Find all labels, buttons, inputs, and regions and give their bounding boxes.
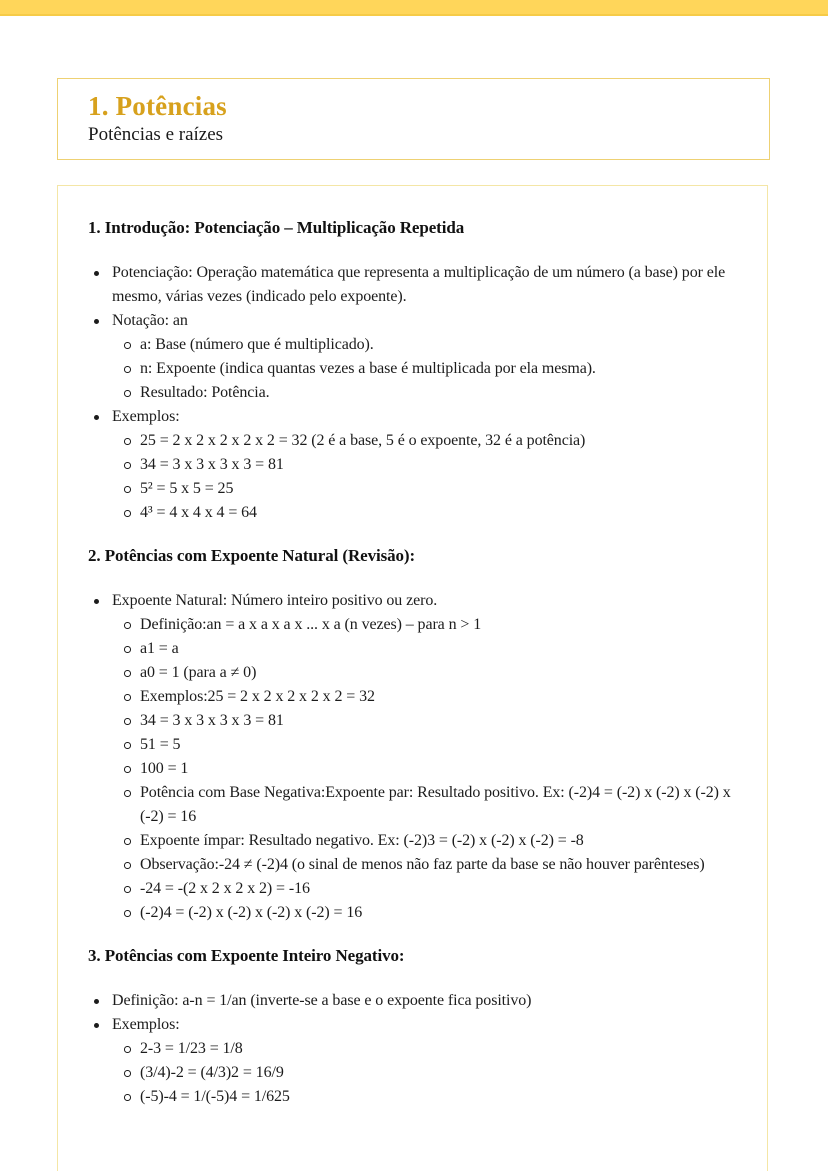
page-title: 1. Potências [88, 91, 227, 121]
list-item [88, 853, 737, 877]
list-item [88, 637, 737, 661]
section-heading: 1. Introdução: Potenciação – Multiplicação Repetida [88, 218, 465, 237]
list-item-text: (-5)-4 = 1/(-5)4 = 1/625 [140, 1088, 290, 1105]
list-item [88, 757, 737, 781]
list-item [88, 613, 737, 637]
list-item-text: Potenciação: Operação matemática que representa a multiplicação de um número (a base) por ele mesmo, várias vezes (indicado pelo expoente). [112, 264, 726, 305]
list-item-text: Observação:-24 ≠ (-2)4 (o sinal de menos não faz parte da base se não houver parênteses) [140, 856, 705, 873]
list-item-text: a0 = 1 (para a ≠ 0) [140, 664, 257, 681]
list-item [88, 989, 737, 1013]
list-item-text: Definição: a-n = 1/an (inverte-se a base e o expoente fica positivo) [112, 992, 532, 1009]
list-item-text: a: Base (número que é multiplicado). [140, 336, 374, 353]
list-item-text: Resultado: Potência. [140, 384, 270, 401]
list-item-text: 100 = 1 [140, 760, 189, 777]
section-list [88, 261, 737, 525]
list-item-text: 2-3 = 1/23 = 1/8 [140, 1040, 243, 1057]
list-item [88, 877, 737, 901]
list-item-text: Exemplos: [112, 408, 180, 425]
list-item [88, 381, 737, 405]
list-item [88, 901, 737, 925]
list-item [88, 477, 737, 501]
list-item-text: -24 = -(2 x 2 x 2 x 2) = -16 [140, 880, 310, 897]
list-item [88, 829, 737, 853]
top-accent-bar [0, 0, 828, 16]
section-list [88, 589, 737, 925]
list-item-text: Potência com Base Negativa:Expoente par: Resultado positivo. Ex: (-2)4 = (-2) x (-2) x (-2) x (-2) = 16 [140, 784, 731, 825]
list-item-text: Definição:an = a x a x a x ... x a (n vezes) – para n > 1 [140, 616, 482, 633]
list-item [88, 1037, 737, 1061]
list-item [88, 709, 737, 733]
list-item [88, 357, 737, 381]
list-item-text: (3/4)-2 = (4/3)2 = 16/9 [140, 1064, 284, 1081]
list-item [88, 309, 737, 333]
list-item [88, 685, 737, 709]
list-item-text: 51 = 5 [140, 736, 181, 753]
list-item [88, 733, 737, 757]
list-item-text: 34 = 3 x 3 x 3 x 3 = 81 [140, 712, 284, 729]
list-item-text: a1 = a [140, 640, 179, 657]
list-item [88, 261, 737, 309]
list-item-text: Exemplos:25 = 2 x 2 x 2 x 2 x 2 = 32 [140, 688, 375, 705]
list-item [88, 453, 737, 477]
list-item-text: 5² = 5 x 5 = 25 [140, 480, 234, 497]
list-item-text: 4³ = 4 x 4 x 4 = 64 [140, 504, 257, 521]
list-item [88, 405, 737, 429]
section-heading: 3. Potências com Expoente Inteiro Negativo: [88, 946, 405, 965]
page-subtitle: Potências e raízes [88, 124, 224, 145]
list-item-text: 34 = 3 x 3 x 3 x 3 = 81 [140, 456, 284, 473]
list-item-text: Expoente ímpar: Resultado negativo. Ex: (-2)3 = (-2) x (-2) x (-2) = -8 [140, 832, 584, 849]
section-list [88, 989, 737, 1109]
list-item [88, 429, 737, 453]
list-item [88, 1013, 737, 1037]
list-item [88, 781, 737, 829]
list-item-text: Notação: an [112, 312, 188, 329]
list-item-text: (-2)4 = (-2) x (-2) x (-2) x (-2) = 16 [140, 904, 363, 921]
list-item [88, 589, 737, 613]
section-heading: 2. Potências com Expoente Natural (Revisão): [88, 546, 416, 565]
list-item [88, 333, 737, 357]
list-item [88, 1061, 737, 1085]
title-card [57, 78, 770, 160]
list-item [88, 661, 737, 685]
content-card [57, 185, 768, 1171]
list-item [88, 1085, 737, 1109]
list-item-text: Expoente Natural: Número inteiro positivo ou zero. [112, 592, 438, 609]
list-item-text: Exemplos: [112, 1016, 180, 1033]
list-item [88, 501, 737, 525]
list-item-text: n: Expoente (indica quantas vezes a base é multiplicada por ela mesma). [140, 360, 596, 377]
sections [88, 216, 737, 1109]
list-item-text: 25 = 2 x 2 x 2 x 2 x 2 = 32 (2 é a base, 5 é o expoente, 32 é a potência) [140, 432, 586, 449]
